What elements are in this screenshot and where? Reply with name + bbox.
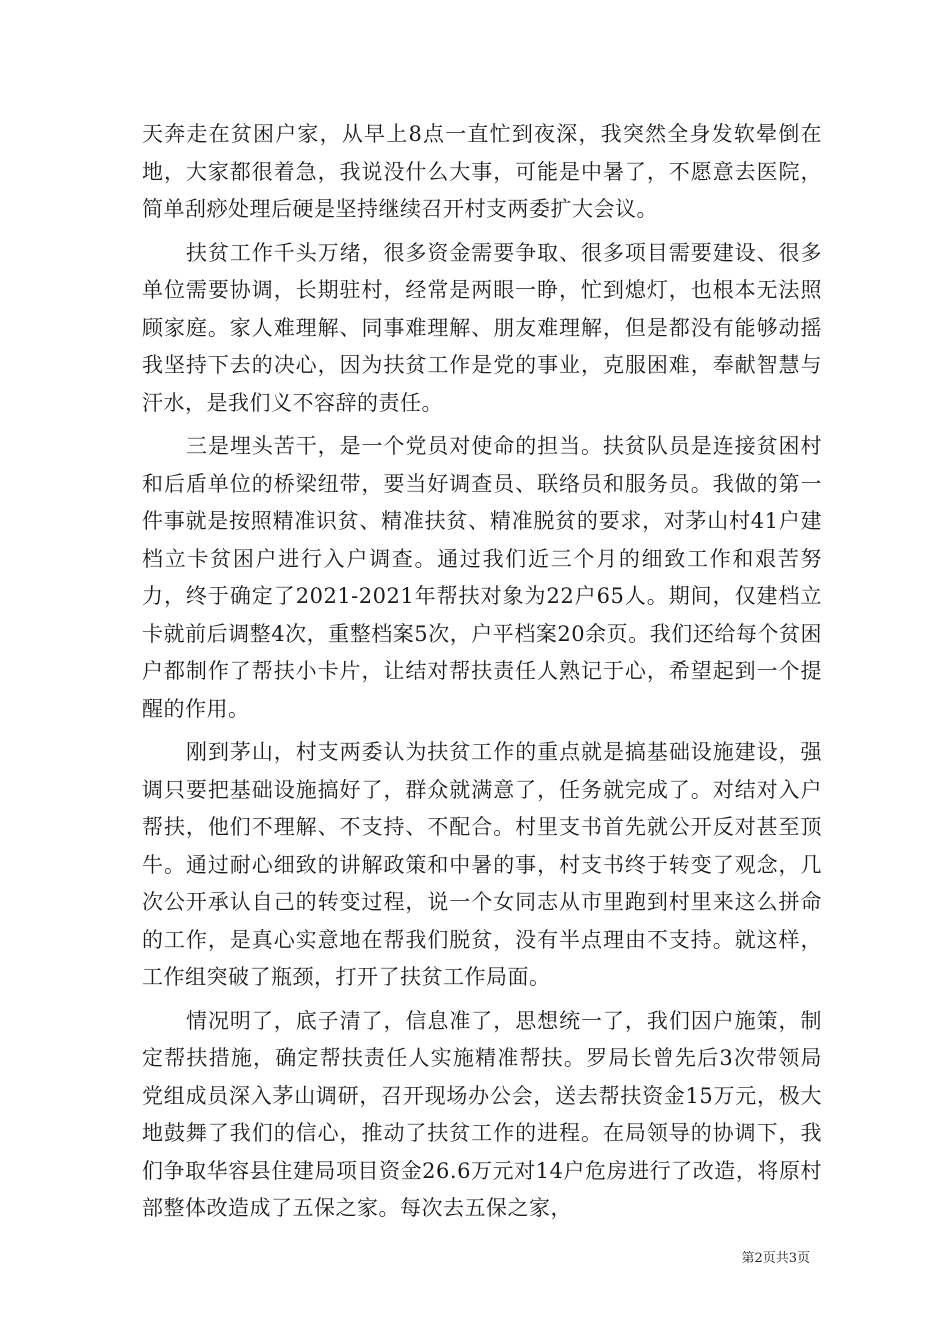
- paragraph-4: 刚到茅山，村支两委认为扶贫工作的重点就是搞基础设施建设，强调只要把基础设施搞好了，群众就满意了，任务就完成了。对结对入户帮扶，他们不理解、不支持、不配合。村里支书首先就公开反对甚至顶牛。通过耐心细致的讲解政策和中暑的事，村支书终于转变了观念，几次公开承认自己的转变过程，说一个女同志从市里跑到村里来这么拼命的工作，是真心实意地在帮我们脱贫，没有半点理由不支持。就这样，工作组突破了瓶颈，打开了扶贫工作局面。: [142, 740, 822, 989]
- paragraph-3: 三是埋头苦干，是一个党员对使命的担当。扶贫队员是连接贫困村和后盾单位的桥梁纽带，要当好调查员、联络员和服务员。我做的第一件事就是按照精准识贫、精准扶贫、精准脱贫的要求，对茅山村41户建档立卡贫困户进行入户调查。通过我们近三个月的细致工作和艰苦努力，终于确定了2021-2021年帮扶对象为22户65人。期间，仅建档立卡就前后调整4次，重整档案5次，户平档案20余页。我们还给每个贫困户都制作了帮扶小卡片，让结对帮扶责任人熟记于心，希望起到一个提醒的作用。: [142, 434, 822, 721]
- paragraph-5: 情况明了，底子清了，信息准了，思想统一了，我们因户施策，制定帮扶措施，确定帮扶责任人实施精准帮扶。罗局长曾先后3次带领局党组成员深入茅山调研，召开现场办公会，送去帮扶资金15万元，极大地鼓舞了我们的信心，推动了扶贫工作的进程。在局领导的协调下，我们争取华容县住建局项目资金26.6万元对14户危房进行了改造，将原村部整体改造成了五保之家。每次去五保之家，: [142, 1008, 822, 1220]
- document-body: [142, 116, 822, 1234]
- paragraph-2: 扶贫工作千头万绪，很多资金需要争取、很多项目需要建设、很多单位需要协调，长期驻村，经常是两眼一睁，忙到熄灯，也根本无法照顾家庭。家人难理解、同事难理解、朋友难理解，但是都没有能够动摇我坚持下去的决心，因为扶贫工作是党的事业，克服困难，奉献智慧与汗水，是我们义不容辞的责任。: [142, 240, 822, 415]
- page-number: 第2页共3页: [741, 1251, 810, 1266]
- paragraph-1: 天奔走在贫困户家，从早上8点一直忙到夜深，我突然全身发软晕倒在地，大家都很着急，我说没什么大事，可能是中暑了，不愿意去医院，简单刮痧处理后硬是坚持继续召开村支两委扩大会议。: [142, 122, 822, 221]
